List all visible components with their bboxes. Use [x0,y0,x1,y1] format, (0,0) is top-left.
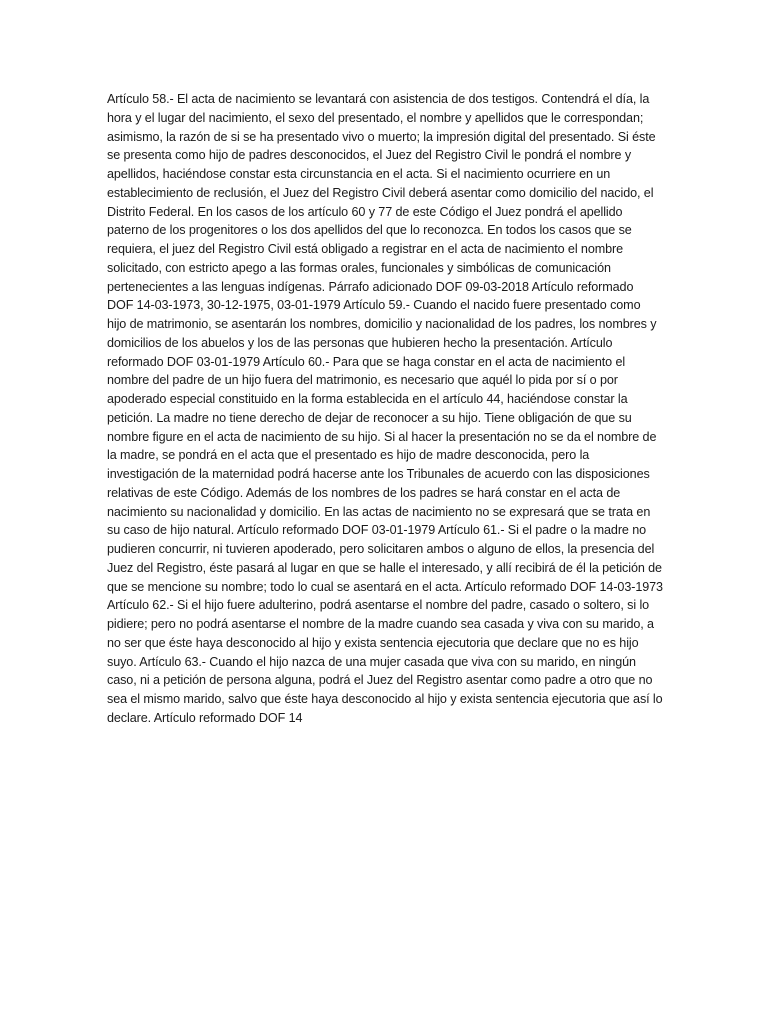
document-body-text: Artículo 58.- El acta de nacimiento se levantará con asistencia de dos testigos. Contendrá el día, la hora y el lugar del nacimiento, el sexo del presentado, el nombre y apellidos que le correspondan; asimismo, la razón de si se ha presentado vivo o muerto; la impresión digital del presentado. Si éste se presenta como hijo de padres desconocidos, el Juez del Registro Civil le pondrá el nombre y apellidos, haciéndose constar esta circunstancia en el acta. Si el nacimiento ocurriere en un establecimiento de reclusión, el Juez del Registro Civil deberá asentar como domicilio del nacido, el Distrito Federal. En los casos de los artículo 60 y 77 de este Código el Juez pondrá el apellido paterno de los progenitores o los dos apellidos del que lo reconozca. En todos los casos que se requiera, el juez del Registro Civil está obligado a registrar en el acta de nacimiento el nombre solicitado, con estricto apego a las formas orales, funcionales y simbólicas de comunicación pertenecientes a las lenguas indígenas. Párrafo adicionado DOF 09-03-2018 Artículo reformado DOF 14-03-1973, 30-12-1975, 03-01-1979 Artículo 59.- Cuando el nacido fuere presentado como hijo de matrimonio, se asentarán los nombres, domicilio y nacionalidad de los padres, los nombres y domicilios de los abuelos y los de las personas que hubieren hecho la presentación. Artículo reformado DOF 03-01-1979 Artículo 60.- Para que se haga constar en el acta de nacimiento el nombre del padre de un hijo fuera del matrimonio, es necesario que aquél lo pida por sí o por apoderado especial constituido en la forma establecida en el artículo 44, haciéndose constar la petición. La madre no tiene derecho de dejar de reconocer a su hijo. Tiene obligación de que su nombre figure en el acta de nacimiento de su hijo. Si al hacer la presentación no se da el nombre de la madre, se pondrá en el acta que el presentado es hijo de madre desconocida, pero la investigación de la maternidad podrá hacerse ante los Tribunales de acuerdo con las disposiciones relativas de este Código. Además de los nombres de los padres se hará constar en el acta de nacimiento su nacionalidad y domicilio. En las actas de nacimiento no se expresará que se trata en su caso de hijo natural. Artículo reformado DOF 03-01-1979 Artículo 61.- Si el padre o la madre no pudieren concurrir, ni tuvieren apoderado, pero solicitaren ambos o alguno de ellos, la presencia del Juez del Registro, éste pasará al lugar en que se halle el interesado, y allí recibirá de él la petición de que se mencione su nombre; todo lo cual se asentará en el acta. Artículo reformado DOF 14-03-1973 Artículo 62.- Si el hijo fuere adulterino, podrá asentarse el nombre del padre, casado o soltero, si lo pidiere; pero no podrá asentarse el nombre de la madre cuando sea casada y viva con su marido, a no ser que éste haya desconocido al hijo y exista sentencia ejecutoria que declare que no es hijo suyo. Artículo 63.- Cuando el hijo nazca de una mujer casada que viva con su marido, en ningún caso, ni a petición de persona alguna, podrá el Juez del Registro asentar como padre a otro que no sea el mismo marido, salvo que éste haya desconocido al hijo y exista sentencia ejecutoria que así lo declare. Artículo reformado DOF 14 [107,92,663,725]
